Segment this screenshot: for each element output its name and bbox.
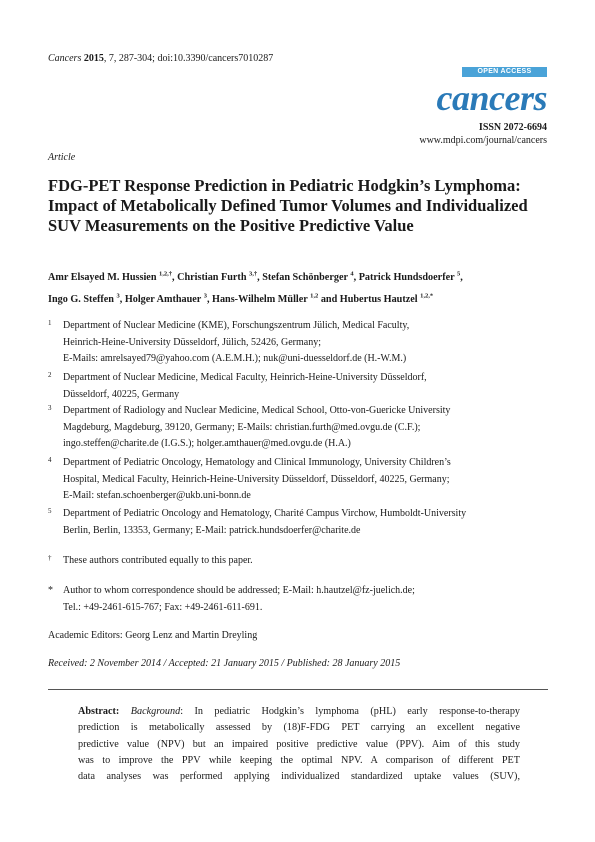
abstract-line: Abstract: Background: In pediatric Hodgkin’s lymphoma (pHL) early response-to-therapy [78,706,520,717]
author: Stefan Schönberger $^4$, [262,271,359,284]
author: Holger Amthauer $^3$, [124,292,213,305]
author: Patrick Hundsdoerfer $^5$, [358,271,463,284]
article-type: Article [48,152,76,163]
affiliation-1: 1 Department of Nuclear Medicine (KME), Forschungszentrum Jülich, Medical Faculty, Heinrich-Heine-University Düsseldorf, Jülich, 52426, Germany; E-Mails: amrelsayed79@yahoo.com (A.E.M.H.); nuk@uni-duesseldorf.de (H.-W.M.) [48,319,410,364]
issn: ISSN 2072-6694 [478,122,547,133]
abstract-label: Abstract: [78,706,120,717]
author: Amr Elsayed M. Hussien $^{1,2,\dagger}$, [48,271,178,284]
abstract-line: data analyses was performed applying individualized standardized uptake values (SUV), [78,771,520,783]
background-label: Background [130,706,181,717]
affiliation-3: 3 Department of Radiology and Nuclear Medicine, Medical School, Otto-von-Guericke University Magdeburg, Magdeburg, 39120, Germany; E-Mails: christian.furth@med.ovgu.de (C.F.); ingo.steffen@charite.de (I.G.S.); holger.amthauer@med.ovgu.de (H.A.) [48,404,451,449]
author: Hans-Wilhelm Müller $^{1,2}$ and [212,292,340,305]
publication-dates: Received: 2 November 2014 / Accepted: 21 January 2015 / Published: 28 January 2015 [48,658,401,669]
citation-line [48,53,273,64]
abstract-line: predictive value (NPV) but an impaired positive predictive value (PPV). Aim of this study [78,738,520,750]
affiliation-4: 4 Department of Pediatric Oncology, Hematology and Clinical Immunology, University Children’s Hospital, Medical Faculty, Heinrich-Heine-University Düsseldorf, Düsseldorf, 40225, Germany; E-Mail: stefan.schoenberger@ukb.uni-bonn.de [48,456,451,501]
author-list [48,266,548,309]
abstract-line: prediction is metabolically assessed by (18)F-FDG PET carrying an excellent negative [78,722,520,734]
author: Christian Furth $^{3,\dagger}$, [177,271,263,284]
open-access-badge: OPEN ACCESS [462,67,547,77]
abstract [78,704,520,785]
paper-title: FDG-PET Response Prediction in Pediatric Hodgkin’s Lymphoma: Impact of Metabolically Defined Tumor Volumes and Individualized SUV Measurements on the Positive Predictive Value [48,176,528,235]
author: Ingo G. Steffen $^3$, [48,292,125,305]
equal-contribution-note: † These authors contributed equally to this paper. [48,554,253,566]
divider [48,689,548,690]
journal-year: 2015 [83,53,104,64]
abstract-line: was to improve the PPV while keeping the optimal NPV. A comparison of different PET [78,754,520,766]
journal-name: Cancers [48,53,82,64]
academic-editors: Academic Editors: Georg Lenz and Martin Dreyling [48,630,258,641]
affiliation-2: 2 Department of Nuclear Medicine, Medical Faculty, Heinrich-Heine-University Düsseldorf, Düsseldorf, 40225, Germany [48,371,427,400]
correspondence-note: * Author to whom correspondence should be addressed; E-Mail: h.hautzel@fz-juelich.de; Tel.: +49-2461-615-767; Fax: +49-2461-611-691. [48,585,415,613]
citation-details: , 7, 287-304; doi:10.3390/cancers7010287 [103,53,274,64]
affiliation-5: 5 Department of Pediatric Oncology and Hematology, Charité Campus Virchow, Humboldt-University Berlin, Berlin, 13353, Germany; E-Mail: patrick.hundsdoerfer@charite.de [48,507,467,536]
journal-logo: cancers [436,78,547,118]
journal-url[interactable]: www.mdpi.com/journal/cancers [419,135,547,146]
author: Hubertus Hautzel $^{1,2,*}$ [339,292,434,305]
